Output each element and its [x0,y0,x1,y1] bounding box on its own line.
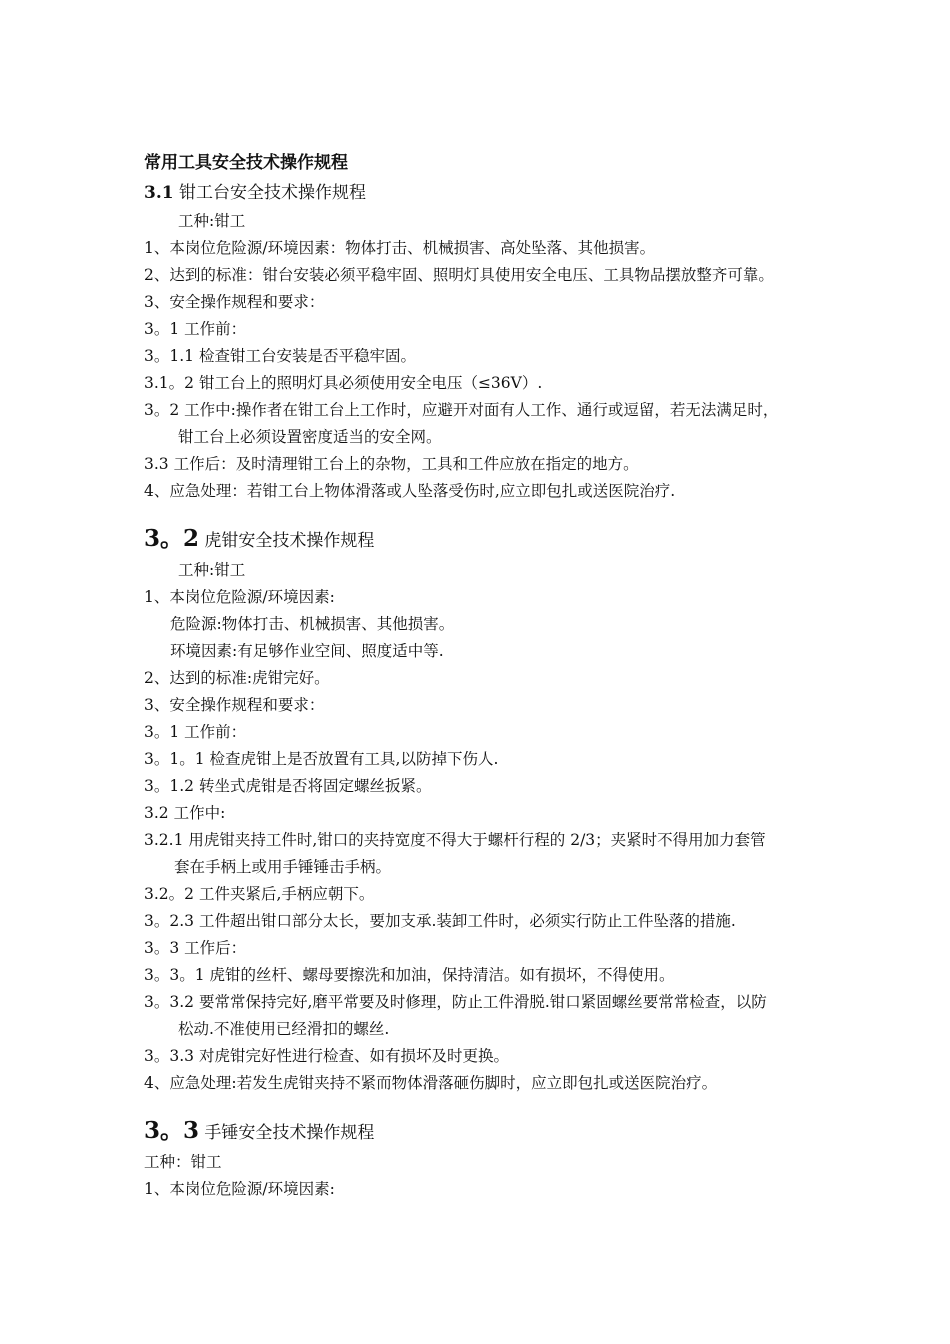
paragraph: 环境因素:有足够作业空间、照度适中等. [170,642,444,660]
paragraph-continuation: 钳工台上必须设置密度适当的安全网。 [178,428,442,446]
paragraph-continuation: 套在手柄上或用手锤锤击手柄。 [174,858,392,876]
paragraph: 3。3 工作后： [144,939,247,957]
paragraph: 危险源:物体打击、机械损害、其他损害。 [170,615,455,633]
job-type: 工种:钳工 [178,212,246,230]
paragraph: 4、应急处理：若钳工台上物体滑落或人坠落受伤时,应立即包扎或送医院治疗. [144,482,676,500]
paragraph: 3.3 工作后：及时清理钳工台上的杂物，工具和工件应放在指定的地方。 [144,455,639,473]
section-title: 钳工台安全技术操作规程 [178,183,366,203]
paragraph: 1、本岗位危险源/环境因素：物体打击、机械损害、高处坠落、其他损害。 [144,239,656,257]
paragraph-continuation: 松动.不准使用已经滑扣的螺丝. [178,1020,390,1038]
paragraph: 3。1.2 转坐式虎钳是否将固定螺丝扳紧。 [144,777,432,795]
paragraph: 3。1。1 检查虎钳上是否放置有工具,以防掉下伤人. [144,750,499,768]
paragraph: 3。1 工作前： [144,723,247,741]
section-number: 3。3 [144,1117,200,1144]
paragraph: 2、达到的标准：钳台安装必须平稳牢固、照明灯具使用安全电压、工具物品摆放整齐可靠。 [144,266,774,284]
section-title: 虎钳安全技术操作规程 [204,531,375,551]
section-3-2-heading [144,521,834,557]
paragraph: 3。2.3 工件超出钳口部分太长，要加支承.装卸工件时，必须实行防止工件坠落的措施. [144,912,736,930]
job-type: 工种：钳工 [144,1153,222,1171]
paragraph: 3。3。1 虎钳的丝杆、螺母要擦洗和加油，保持清洁。如有损坏，不得使用。 [144,966,675,984]
paragraph: 3。3.3 对虎钳完好性进行检查、如有损坏及时更换。 [144,1047,509,1065]
paragraph: 1、本岗位危险源/环境因素: [144,1180,335,1198]
section-title: 手锤安全技术操作规程 [204,1123,375,1143]
document-page [144,148,834,1203]
paragraph: 3。2 工作中:操作者在钳工台上工作时，应避开对面有人工作、通行或逗留，若无法满足时， [144,401,779,419]
paragraph: 4、应急处理:若发生虎钳夹持不紧而物体滑落砸伤脚时，应立即包扎或送医院治疗。 [144,1074,718,1092]
paragraph: 3.2 工作中: [144,804,226,822]
section-number: 3。2 [144,525,200,552]
document-title: 常用工具安全技术操作规程 [144,153,348,173]
section-3-3-heading [144,1113,834,1149]
paragraph: 3.2。2 工件夹紧后,手柄应朝下。 [144,885,375,903]
paragraph: 3.2.1 用虎钳夹持工件时,钳口的夹持宽度不得大于螺杆行程的 2/3；夹紧时不得用加力套管 [144,831,766,849]
paragraph: 3、安全操作规程和要求： [144,293,325,311]
paragraph: 3。1 工作前： [144,320,247,338]
paragraph: 3。1.1 检查钳工台安装是否平稳牢固。 [144,347,416,365]
job-type: 工种:钳工 [178,561,246,579]
paragraph: 1、本岗位危险源/环境因素: [144,588,335,606]
paragraph: 3、安全操作规程和要求： [144,696,325,714]
paragraph: 2、达到的标准:虎钳完好。 [144,669,330,687]
paragraph: 3.1。2 钳工台上的照明灯具必须使用安全电压（≤36V）. [144,374,543,392]
paragraph: 3。3.2 要常常保持完好,磨平常要及时修理，防止工件滑脱.钳口紧固螺丝要常常检查，以防 [144,993,767,1011]
section-3-1-heading [144,178,834,208]
section-number: 3.1 [144,183,174,203]
